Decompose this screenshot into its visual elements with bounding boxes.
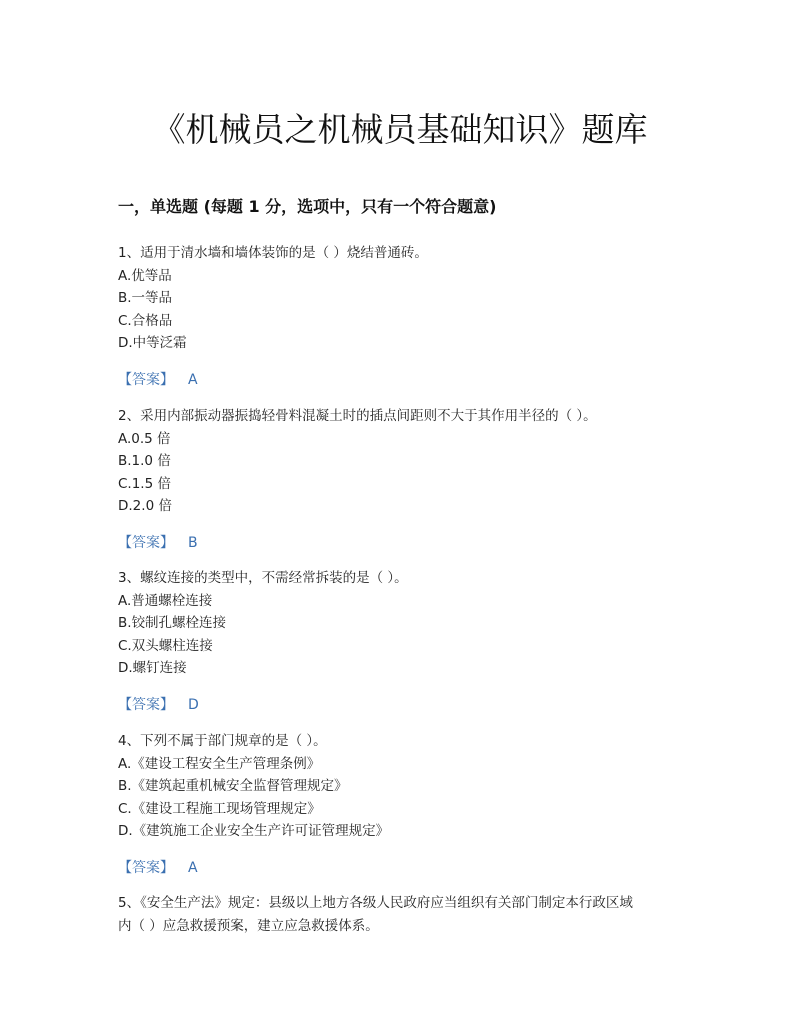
answer-value: A <box>188 859 198 876</box>
option-c: C.合格品 <box>118 312 173 329</box>
answer-value: B <box>188 534 198 551</box>
answer-line <box>118 532 688 554</box>
question-4 <box>118 730 688 879</box>
question-stem: 3、螺纹连接的类型中，不需经常拆装的是（ ）。 <box>118 570 408 586</box>
option-c: C.1.5 倍 <box>118 475 171 492</box>
answer-line <box>118 369 688 391</box>
question-stem-line-2: 内（ ）应急救援预案，建立应急救援体系。 <box>118 917 379 934</box>
option-c: C.《建设工程施工现场管理规定》 <box>118 800 321 817</box>
question-5 <box>118 892 688 937</box>
option-a: A.《建设工程安全生产管理条例》 <box>118 755 321 772</box>
question-2 <box>118 405 688 554</box>
option-b: B.1.0 倍 <box>118 453 171 469</box>
option-b: B.《建筑起重机械安全监督管理规定》 <box>118 778 348 794</box>
question-stem: 4、下列不属于部门规章的是（ ）。 <box>118 733 327 749</box>
answer-line <box>118 694 688 716</box>
question-stem-line-1: 5、《安全生产法》规定：县级以上地方各级人民政府应当组织有关部门制定本行政区域 <box>118 895 633 911</box>
document-title: 《机械员之机械员基础知识》题库 <box>152 110 648 149</box>
option-a: A.0.5 倍 <box>118 430 171 447</box>
option-c: C.双头螺柱连接 <box>118 637 213 654</box>
option-d: D.螺钉连接 <box>118 660 187 676</box>
question-stem: 2、采用内部振动器振捣轻骨料混凝土时的插点间距则不大于其作用半径的（ ）。 <box>118 408 597 424</box>
section-heading: 一，单选题 (每题 1 分，选项中，只有一个符合题意) <box>118 197 497 216</box>
answer-line <box>118 857 688 879</box>
answer-label: 【答案】 <box>118 859 174 876</box>
question-3 <box>118 567 688 716</box>
answer-label: 【答案】 <box>118 534 174 551</box>
option-d: D.《建筑施工企业安全生产许可证管理规定》 <box>118 823 390 839</box>
option-a: A.优等品 <box>118 267 172 284</box>
answer-label: 【答案】 <box>118 696 174 713</box>
answer-value: D <box>188 696 199 713</box>
option-d: D.2.0 倍 <box>118 498 172 514</box>
option-b: B.一等品 <box>118 290 173 306</box>
option-a: A.普通螺栓连接 <box>118 592 213 609</box>
option-d: D.中等泛霜 <box>118 335 187 351</box>
question-1 <box>118 242 688 391</box>
option-b: B.铰制孔螺栓连接 <box>118 615 227 631</box>
question-stem: 1、适用于清水墙和墙体装饰的是（ ）烧结普通砖。 <box>118 245 428 261</box>
answer-value: A <box>188 371 198 388</box>
answer-label: 【答案】 <box>118 371 174 388</box>
